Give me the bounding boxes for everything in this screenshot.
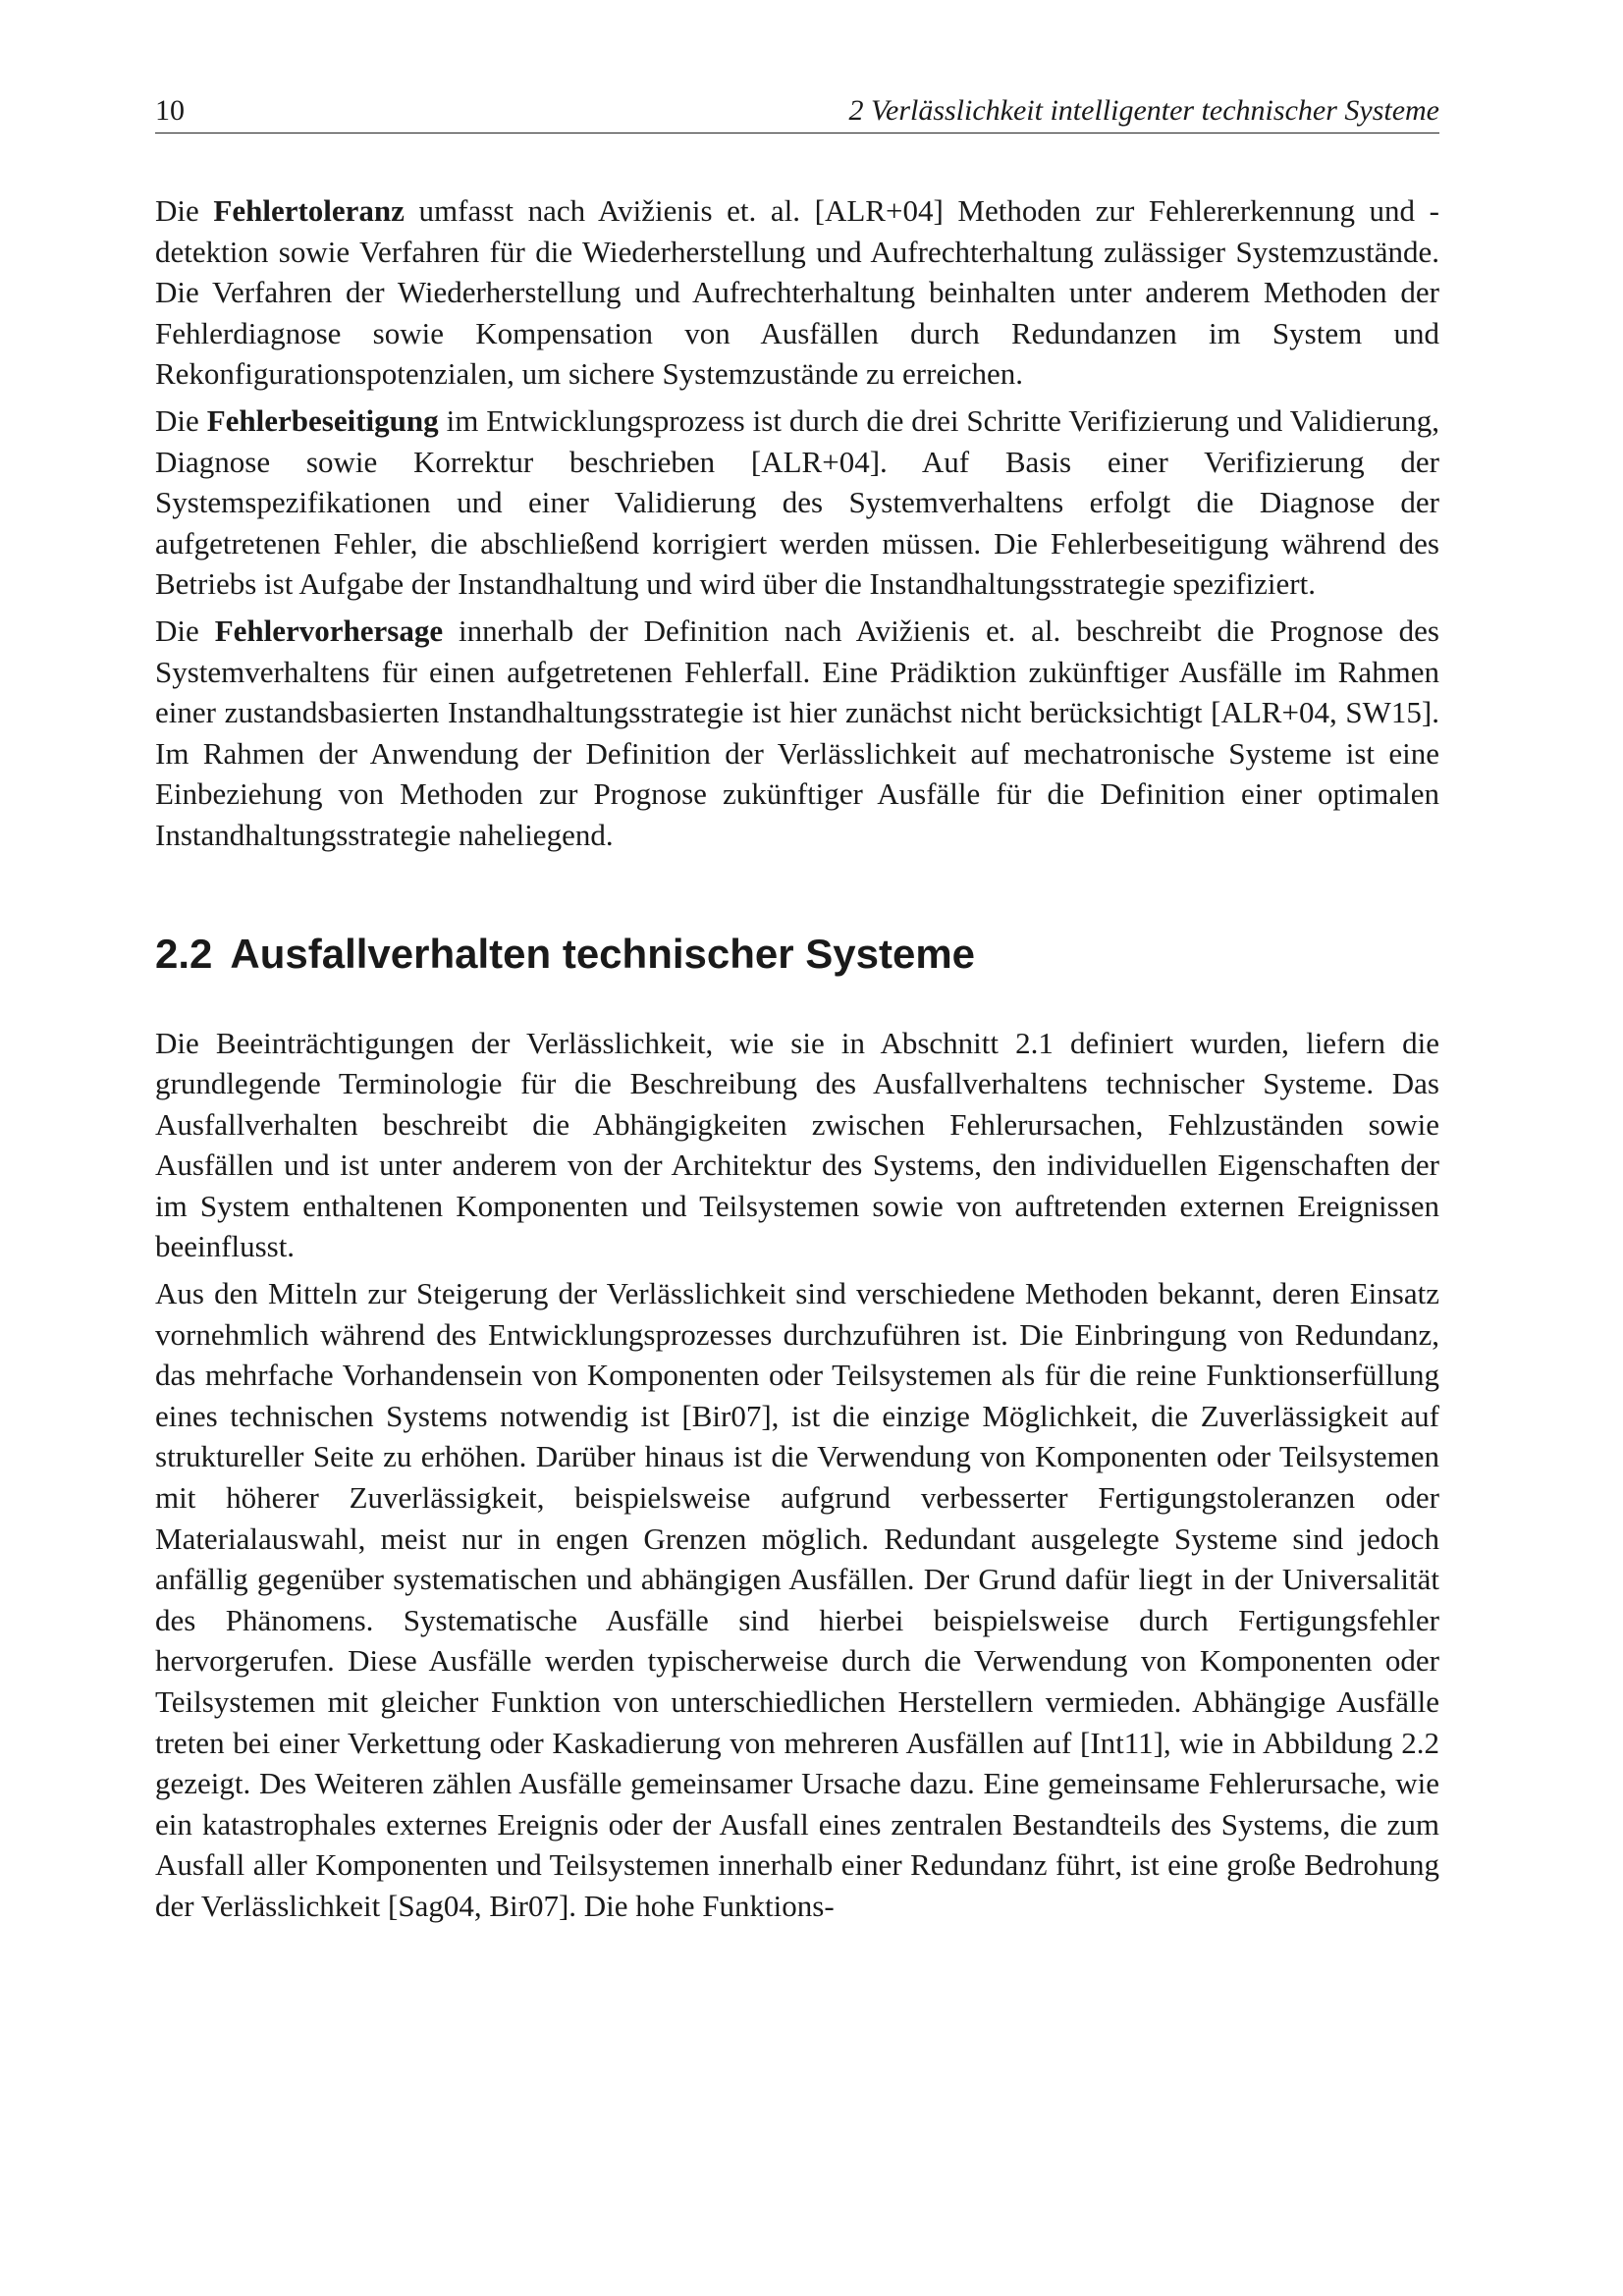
chapter-title: 2 Verlässlichkeit intelligenter technischer Systeme [848, 94, 1439, 127]
paragraph-text: Die [155, 402, 207, 438]
document-page [155, 93, 1439, 1933]
paragraph-ausfallverhalten: Die Beeinträchtigungen der Verlässlichkeit, wie sie in Abschnitt 2.1 definiert wurden, liefern die grundlegende Terminologie für die Beschreibung des Ausfallverhaltens technischer Systeme. Das Ausfallverhalten beschreibt die Abhängigkeiten zwischen Fehlerursachen, Fehlzuständen sowie Ausfällen und ist unter anderem von der Architektur des Systems, den individuellen Eigenschaften der im System enthaltenen Komponenten und Teilsystemen sowie von auftretenden externen Ereignissen beeinflusst. [155, 1025, 1439, 1264]
paragraph-fehlertoleranz [155, 190, 1439, 395]
section-heading [155, 929, 1439, 980]
body-text [155, 190, 1439, 1927]
paragraph-fehlerbeseitigung [155, 400, 1439, 605]
term-bold: Fehlerbeseitigung [206, 402, 439, 438]
page-number: 10 [155, 94, 185, 127]
section-title: Ausfallverhalten technischer Systeme [230, 930, 976, 977]
paragraph-fehlervorhersage [155, 611, 1439, 856]
paragraph-text: umfasst nach Avižienis et. al. [ALR+04] Methoden zur Fehlererkennung und -detektion sowie Verfahren für die Wiederherstellung und Aufrechterhaltung zulässiger Systemzustände. Die Verfahren der Wiederherstellung und Aufrechterhaltung beinhalten unter anderem Methoden der Fehlerdiagnose sowie Kompensation von Ausfällen durch Redundanzen im System und Rekonfigurationspotenzialen, um sichere Systemzustände zu erreichen. [155, 193, 1440, 392]
paragraph-text: Die [155, 613, 215, 648]
term-bold: Fehlervorhersage [214, 613, 444, 648]
paragraph-text: innerhalb der Definition nach Avižienis et. al. beschreibt die Prognose des Systemverhaltens für einen aufgetretenen Fehlerfall. Eine Prädiktion zukünftiger Ausfälle im Rahmen einer zustandsbasierten Instandhaltungsstrategie ist hier zunächst nicht berücksichtigt [ALR+04, SW15]. Im Rahmen der Anwendung der Definition der Verlässlichkeit auf mechatronische Systeme ist eine Einbeziehung von Methoden zur Prognose zukünftiger Ausfälle für die Definition einer optimalen Instandhaltungsstrategie naheliegend. [155, 613, 1439, 852]
term-bold: Fehlertoleranz [213, 193, 405, 228]
paragraph-text: Die [155, 193, 214, 228]
section-number: 2.2 [155, 930, 213, 977]
paragraph-text: im Entwicklungsprozess ist durch die drei Schritte Verifizierung und Validierung, Diagnose sowie Korrektur beschrieben [ALR+04]. Auf Basis einer Verifizierung der Systemspezifikationen und einer Validierung des Systemverhaltens erfolgt die Diagnose der aufgetretenen Fehler, die abschließend korrigiert werden müssen. Die Fehlerbeseitigung während des Betriebs ist Aufgabe der Instandhaltung und wird über die Instandhaltungsstrategie spezifiziert. [155, 402, 1439, 602]
running-header [155, 93, 1439, 133]
paragraph-redundanz: Aus den Mitteln zur Steigerung der Verlässlichkeit sind verschiedene Methoden bekannt, deren Einsatz vornehmlich während des Entwicklungsprozesses durchzuführen ist. Die Einbringung von Redundanz, das mehrfache Vorhandensein von Komponenten oder Teilsystemen als für die reine Funktionserfüllung eines technischen Systems notwendig ist [Bir07], ist die einzige Möglichkeit, die Zuverlässigkeit auf struktureller Seite zu erhöhen. Darüber hinaus ist die Verwendung von Komponenten oder Teilsystemen mit höherer Zuverlässigkeit, beispielsweise aufgrund verbesserter Fertigungstoleranzen oder Materialauswahl, meist nur in engen Grenzen möglich. Redundant ausgelegte Systeme sind jedoch anfällig gegenüber systematischen und abhängigen Ausfällen. Der Grund dafür liegt in der Universalität des Phänomens. Systematische Ausfälle sind hierbei beispielsweise durch Fertigungsfehler hervorgerufen. Diese Ausfälle werden typischerweise durch die Verwendung von Komponenten oder Teilsystemen mit gleicher Funktion von unterschiedlichen Herstellern vermieden. Abhängige Ausfälle treten bei einer Verkettung oder Kaskadierung von mehreren Ausfällen auf [Int11], wie in Abbildung 2.2 gezeigt. Des Weiteren zählen Ausfälle gemeinsamer Ursache dazu. Eine gemeinsame Fehlerursache, wie ein katastrophales externes Ereignis oder der Ausfall eines zentralen Bestandteils des Systems, die zum Ausfall aller Komponenten und Teilsystemen innerhalb einer Redundanz führt, ist eine große Bedrohung der Verlässlichkeit [Sag04, Bir07]. Die hohe Funktions- [155, 1276, 1439, 1923]
